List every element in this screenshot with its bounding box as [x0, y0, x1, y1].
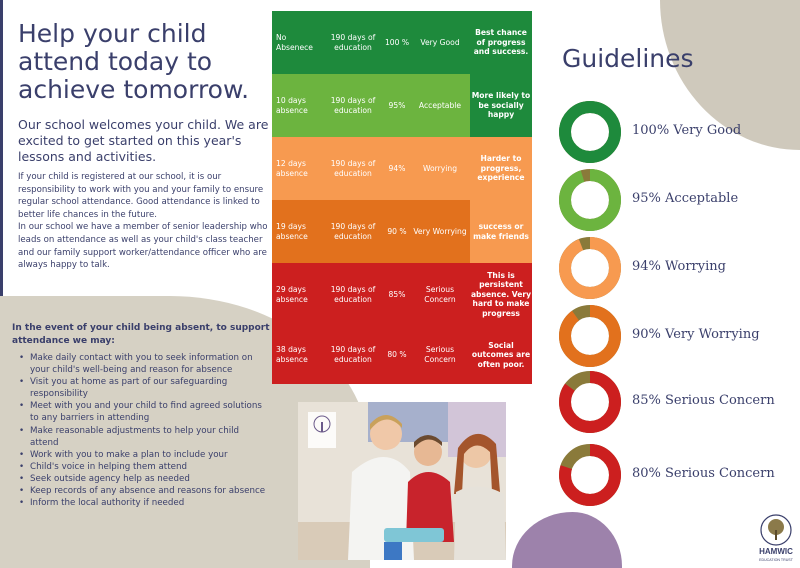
classroom-photo: [298, 402, 506, 560]
guideline-label: 85% Serious Concern: [632, 393, 775, 408]
days-cell: 190 days of education: [330, 345, 376, 364]
body-paragraph: In our school we have a member of senior leadership who leads on attendance as well as your child's class teacher and our family support worker/attendance officer who are always happy to talk.: [18, 222, 268, 271]
percent-cell: 80 %: [387, 350, 407, 360]
page-title: Help your child attend today to achieve tomorrow.: [18, 19, 250, 104]
body-text: [18, 171, 274, 272]
intro-text: Our school welcomes your child. We are excited to get started on this year's lessons and activities.: [18, 117, 269, 164]
absence-cell: 10 days absence: [276, 95, 308, 115]
table-row: [272, 326, 532, 384]
outcome-cell: This is persistent absence. Very hard to make progress: [470, 263, 532, 326]
list-item: • Keep records of any absence and reasons for absence: [19, 486, 266, 497]
table-row: [272, 263, 532, 326]
list-item: • Child's voice in helping them attend: [19, 461, 187, 472]
status-cell: Acceptable: [418, 100, 462, 110]
guideline-donut: [558, 370, 622, 434]
list-item: • Visit you at home as part of our safeguarding responsibility: [19, 377, 228, 400]
table-row: [272, 200, 532, 263]
guideline-label: 80% Serious Concern: [632, 466, 775, 481]
divider: [0, 0, 3, 296]
guideline-label: 100% Very Good: [632, 123, 742, 138]
guideline-donut: [558, 100, 622, 164]
outcome-cell: success or make friends: [470, 200, 532, 263]
status-cell: Worrying: [422, 163, 458, 173]
percent-cell: 90 %: [387, 226, 407, 236]
absence-list: [12, 352, 270, 509]
decorative-blob: [512, 512, 622, 568]
guideline-label: 95% Acceptable: [632, 191, 739, 206]
guideline-donut: [558, 236, 622, 300]
absence-heading: In the event of your child being absent, to support attendance we may:: [12, 323, 270, 346]
outcome-cell: Best chance of progress and success.: [470, 11, 532, 74]
days-cell: 190 days of education: [330, 32, 376, 52]
status-cell: Serious Concern: [424, 284, 456, 304]
table-row: [272, 137, 532, 200]
body-paragraph: If your child is registered at our school, it is our responsibility to work with you and your family to ensure regular school attendance. Good attendance is linked to better life chances in the future.: [18, 172, 264, 220]
percent-cell: 95%: [388, 100, 406, 110]
absence-cell: 29 days absence: [276, 284, 308, 304]
percent-cell: 100 %: [384, 37, 410, 47]
absence-support-section: [12, 322, 270, 509]
guidelines-title: Guidelines: [562, 44, 694, 73]
status-cell: Very Good: [420, 37, 460, 47]
guideline-donut: [558, 304, 622, 368]
percent-cell: 85%: [388, 289, 406, 299]
svg-text:HAMWIC: HAMWIC: [759, 547, 793, 556]
outcome-cell: More likely to be socially happy: [470, 74, 532, 137]
days-cell: 190 days of education: [330, 284, 376, 304]
guideline-label: 94% Worrying: [632, 259, 726, 274]
table-row: [272, 11, 532, 74]
list-item: • Work with you to make a plan to include your: [19, 449, 228, 460]
list-item: • Meet with you and your child to find agreed solutions to any barriers in attending: [19, 401, 262, 424]
attendance-table: [272, 11, 532, 384]
table-row: [272, 74, 532, 137]
absence-cell: 12 days absence: [276, 158, 308, 178]
svg-text:EDUCATION TRUST: EDUCATION TRUST: [759, 558, 793, 562]
absence-cell: No Absenece: [276, 32, 313, 52]
hamwic-logo-mark: [756, 512, 796, 566]
guideline-donut: [558, 168, 622, 232]
list-item: • Seek outside agency help as needed: [19, 473, 190, 484]
outcome-cell: Social outcomes are often poor.: [470, 326, 532, 384]
list-item: • Make reasonable adjustments to help your child attend: [19, 425, 240, 448]
days-cell: 190 days of education: [330, 221, 376, 241]
list-item: • Make daily contact with you to seek information on your child's well-being and reason for absence: [19, 353, 253, 376]
percent-cell: 94%: [388, 163, 406, 173]
classroom-photo-illustration: [298, 402, 506, 560]
guideline-donut: [558, 443, 622, 507]
guideline-label: 90% Very Worrying: [632, 327, 760, 342]
status-cell: Serious Concern: [424, 345, 456, 364]
days-cell: 190 days of education: [330, 158, 376, 178]
days-cell: 190 days of education: [330, 95, 376, 115]
absence-cell: 19 days absence: [276, 221, 308, 241]
outcome-cell: Harder to progress, experience: [470, 137, 532, 200]
hamwic-logo: [756, 512, 796, 566]
status-cell: Very Worrying: [413, 226, 467, 236]
absence-cell: 38 days absence: [276, 345, 308, 364]
list-item: • Inform the local authority if needed: [19, 498, 185, 509]
